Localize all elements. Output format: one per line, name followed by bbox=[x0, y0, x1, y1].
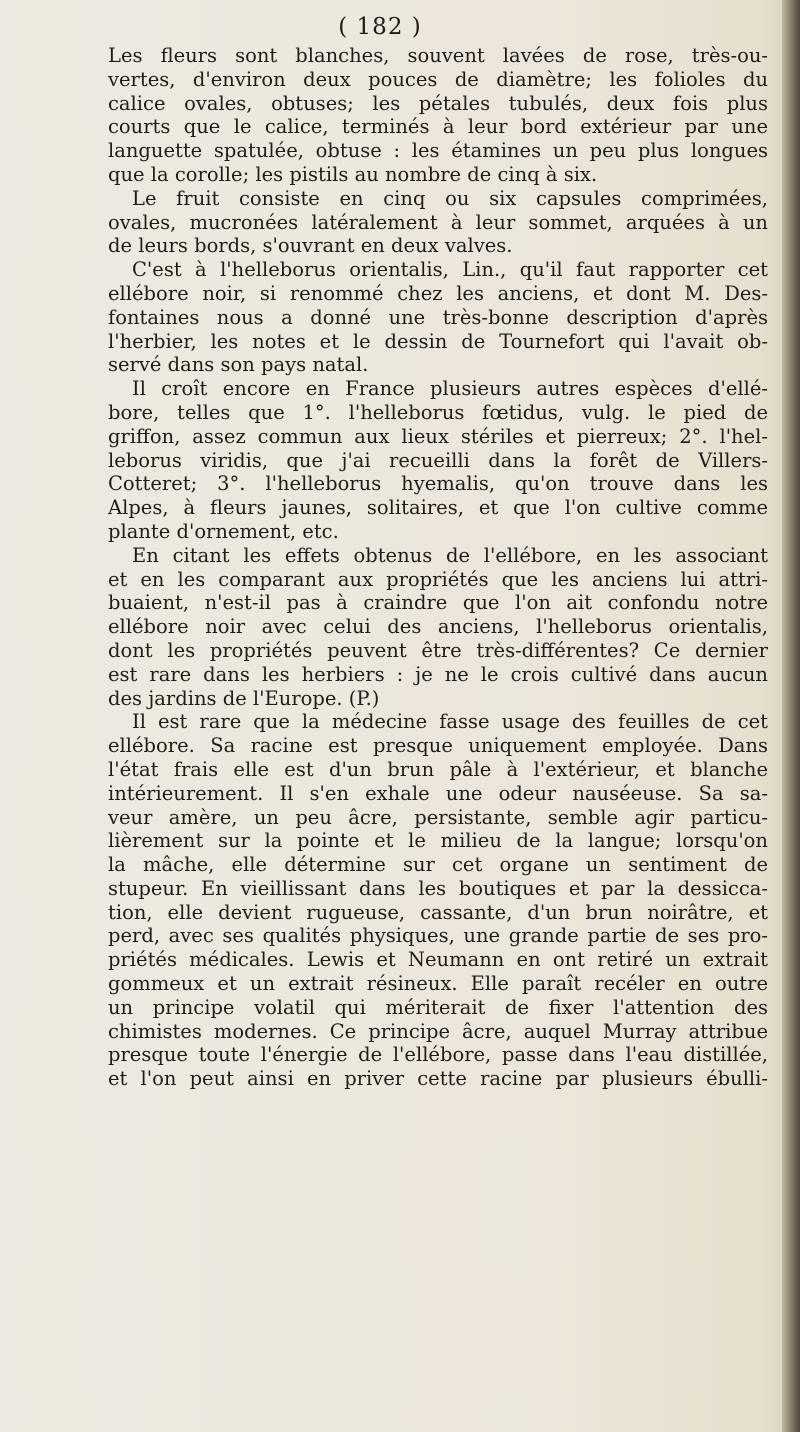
text-line: que la corolle; les pistils au nombre de cinq à six. bbox=[108, 162, 598, 186]
text-line: Cotteret; 3°. l'helleborus hyemalis, qu'on trouve dans les bbox=[108, 472, 768, 496]
text-line: buaient, n'est-il pas à craindre que l'on ait confondu notre bbox=[108, 591, 768, 615]
text-line: ellébore. Sa racine est presque uniquement employée. Dans bbox=[108, 734, 768, 758]
text-line: presque toute l'énergie de l'ellébore, passe dans l'eau distillée, bbox=[108, 1043, 768, 1067]
text-line: veur amère, un peu âcre, persistante, semble agir particu- bbox=[108, 805, 768, 829]
text-line: perd, avec ses qualités physiques, une grande partie de ses pro- bbox=[108, 924, 768, 948]
text-line: priétés médicales. Lewis et Neumann en ont retiré un extrait bbox=[108, 948, 768, 972]
text-line: courts que le calice, terminés à leur bord extérieur par une bbox=[108, 115, 768, 139]
text-line: un principe volatil qui mériterait de fixer l'attention des bbox=[108, 995, 768, 1019]
text-line: et en les comparant aux propriétés que les anciens lui attri- bbox=[108, 567, 768, 591]
text-line: ellébore noir, si renommé chez les anciens, et dont M. Des- bbox=[108, 281, 768, 305]
page-edge-shadow bbox=[782, 0, 800, 1432]
text-line: lièrement sur la pointe et le milieu de la langue; lorsqu'on bbox=[108, 829, 768, 853]
text-line: stupeur. En vieillissant dans les boutiques et par la dessicca- bbox=[108, 876, 768, 900]
text-line: servé dans son pays natal. bbox=[108, 353, 369, 377]
text-line: la mâche, elle détermine sur cet organe un sentiment de bbox=[108, 853, 768, 877]
text-line: l'état frais elle est d'un brun pâle à l'extérieur, et blanche bbox=[108, 757, 768, 781]
text-line: ovales, mucronées latéralement à leur sommet, arquées à un bbox=[108, 210, 768, 234]
text-line: Il est rare que la médecine fasse usage des feuilles de cet bbox=[132, 710, 768, 734]
text-line: ellébore noir avec celui des anciens, l'helleborus orientalis, bbox=[108, 615, 768, 639]
text-line: gommeux et un extrait résineux. Elle paraît recéler en outre bbox=[108, 972, 768, 996]
text-line: Alpes, à fleurs jaunes, solitaires, et que l'on cultive comme bbox=[108, 496, 768, 520]
text-line: Il croît encore en France plusieurs autres espèces d'ellé- bbox=[132, 377, 768, 401]
text-line: l'herbier, les notes et le dessin de Tournefort qui l'avait ob- bbox=[108, 329, 768, 353]
text-line: languette spatulée, obtuse : les étamines un peu plus longues bbox=[108, 139, 768, 163]
text-line: leborus viridis, que j'ai recueilli dans la forêt de Villers- bbox=[108, 448, 768, 472]
text-line: Les fleurs sont blanches, souvent lavées de rose, très-ou- bbox=[108, 44, 768, 67]
text-line: et l'on peut ainsi en priver cette racine par plusieurs ébulli- bbox=[108, 1067, 768, 1091]
text-line: est rare dans les herbiers : je ne le crois cultivé dans aucun bbox=[108, 662, 768, 686]
text-line: En citant les effets obtenus de l'ellébore, en les associant bbox=[132, 543, 768, 567]
text-line: des jardins de l'Europe. (P.) bbox=[108, 686, 380, 710]
text-line: Le fruit consiste en cinq ou six capsules comprimées, bbox=[132, 186, 768, 210]
text-line: bore, telles que 1°. l'helleborus fœtidus, vulg. le pied de bbox=[108, 400, 768, 424]
text-line: fontaines nous a donné une très-bonne description d'après bbox=[108, 305, 768, 329]
text-line: C'est à l'helleborus orientalis, Lin., qu'il faut rapporter cet bbox=[132, 258, 768, 282]
body-text bbox=[108, 44, 768, 1091]
text-line: chimistes modernes. Ce principe âcre, auquel Murray attribue bbox=[108, 1019, 768, 1043]
text-line: vertes, d'environ deux pouces de diamètre; les folioles du bbox=[108, 67, 768, 91]
text-line: de leurs bords, s'ouvrant en deux valves. bbox=[108, 234, 513, 258]
text-line: griffon, assez commun aux lieux stériles et pierreux; 2°. l'hel- bbox=[108, 424, 768, 448]
text-line: plante d'ornement, etc. bbox=[108, 519, 339, 543]
text-line: tion, elle devient rugueuse, cassante, d'un brun noirâtre, et bbox=[108, 900, 768, 924]
text-line: calice ovales, obtuses; les pétales tubulés, deux fois plus bbox=[108, 91, 768, 115]
text-line: intérieurement. Il s'en exhale une odeur nauséeuse. Sa sa- bbox=[108, 781, 768, 805]
page-number: ( 182 ) bbox=[338, 14, 422, 40]
text-line: dont les propriétés peuvent être très-différentes? Ce dernier bbox=[108, 638, 768, 662]
